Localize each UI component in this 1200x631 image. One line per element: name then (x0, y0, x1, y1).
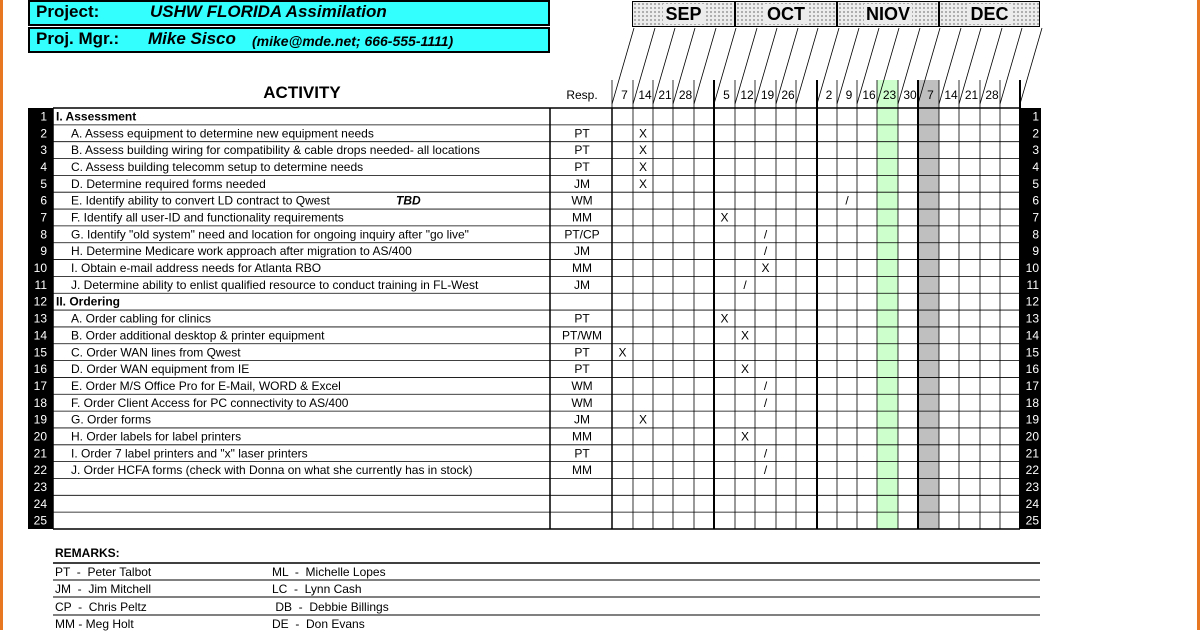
week-header-slant (1000, 28, 1022, 104)
schedule-mark: X (761, 261, 770, 276)
activity-text: F. Identify all user-ID and functionality requirements (71, 210, 344, 225)
row-number: 6 (40, 193, 47, 208)
row-number-right: 21 (1025, 446, 1039, 461)
row-number: 8 (40, 227, 47, 242)
row-number: 3 (40, 143, 47, 158)
row-number: 24 (33, 496, 47, 511)
tbd-tag: TBD (396, 193, 421, 208)
row-number-right: 8 (1032, 227, 1039, 242)
week-label: 16 (862, 88, 876, 102)
activity-text: G. Order forms (71, 412, 152, 427)
month-header-oct: OCT (735, 1, 837, 27)
resp-text: MM (572, 463, 592, 478)
schedule-mark: X (618, 345, 627, 360)
row-number: 20 (33, 429, 47, 444)
resp-text: JM (574, 277, 590, 292)
row-number-right: 19 (1025, 412, 1039, 427)
row-number: 17 (33, 378, 47, 393)
row-number-right: 18 (1025, 395, 1039, 410)
row-number-right: 11 (1026, 277, 1039, 292)
row-number-right: 23 (1025, 479, 1039, 494)
activity-text: C. Assess building telecomm setup to determine needs (71, 160, 364, 175)
row-number: 5 (40, 176, 47, 191)
resp-text: PT (574, 160, 590, 175)
resp-text: WM (571, 378, 593, 393)
activity-column-header: ACTIVITY (263, 83, 341, 102)
row-number: 13 (33, 311, 47, 326)
schedule-mark: X (638, 126, 648, 141)
row-number-right: 20 (1025, 429, 1039, 444)
row-number-right: 2 (1032, 126, 1039, 141)
row-number-right: 24 (1025, 496, 1039, 511)
manager-name: Mike Sisco (148, 29, 236, 48)
row-number: 19 (33, 412, 47, 427)
schedule-mark: X (740, 362, 750, 377)
row-number-right: 22 (1025, 463, 1039, 478)
resp-text: PT (574, 345, 590, 360)
row-number-right: 17 (1025, 378, 1039, 393)
row-number: 4 (40, 160, 47, 175)
week-label: 26 (781, 88, 795, 102)
row-number: 14 (33, 328, 47, 343)
remark-person: MM - Meg Holt (55, 617, 134, 631)
activity-text: I. Obtain e-mail address needs for Atlanta RBO (71, 261, 322, 276)
resp-text: JM (574, 412, 590, 427)
row-number: 10 (33, 261, 47, 276)
remark-person: DB - Debbie Billings (272, 600, 389, 614)
row-number: 7 (40, 210, 47, 225)
resp-text: PT (574, 311, 590, 326)
remarks-title: REMARKS: (55, 546, 120, 560)
week-label: 9 (845, 88, 853, 102)
schedule-mark: X (720, 210, 729, 225)
activity-text: I. Order 7 label printers and "x" laser printers (71, 446, 308, 461)
week-header-slant (1020, 28, 1042, 104)
row-number-right: 16 (1025, 362, 1039, 377)
month-header-dec: DEC (939, 1, 1040, 27)
schedule-mark: / (763, 227, 768, 242)
month-header-sep: SEP (632, 1, 735, 27)
resp-text: PT (574, 126, 590, 141)
activity-text: H. Determine Medicare work approach after migration to AS/400 (71, 244, 412, 259)
remark-person: DE - Don Evans (272, 617, 365, 631)
activity-text: D. Order WAN equipment from IE (71, 362, 250, 377)
remark-person: JM - Jim Mitchell (55, 582, 151, 596)
row-number: 22 (33, 463, 47, 478)
row-number-right: 15 (1025, 345, 1039, 360)
activity-text: E. Identify ability to convert LD contract to Qwest (71, 193, 330, 208)
row-number: 12 (33, 294, 47, 309)
schedule-mark: X (638, 143, 648, 158)
resp-text: PT/CP (564, 227, 600, 242)
row-number: 23 (33, 479, 47, 494)
manager-label: Proj. Mgr.: (36, 29, 120, 48)
project-name: USHW FLORIDA Assimilation (150, 2, 387, 21)
activity-text: G. Identify "old system" need and location for ongoing inquiry after "go live" (71, 227, 469, 242)
row-number: 21 (33, 446, 47, 461)
activity-text: H. Order labels for label printers (71, 429, 242, 444)
activity-text: F. Order Client Access for PC connectivity to AS/400 (71, 395, 349, 410)
remark-person: CP - Chris Peltz (55, 600, 147, 614)
activity-text: I. Assessment (56, 109, 137, 124)
activity-text: A. Assess equipment to determine new equipment needs (71, 126, 374, 141)
activity-text: B. Assess building wiring for compatibility & cable drops needed- all locations (71, 143, 480, 158)
remarks-lines (0, 560, 1200, 630)
week-label: 12 (740, 88, 754, 102)
activity-text: II. Ordering (56, 294, 121, 309)
row-number-right: 25 (1025, 513, 1039, 528)
row-number-right: 4 (1032, 160, 1039, 175)
schedule-mark: X (638, 412, 648, 427)
week-label: 5 (723, 88, 730, 102)
week-header-slant (694, 28, 716, 104)
schedule-mark: / (763, 463, 768, 478)
schedule-mark: X (638, 176, 648, 191)
schedule-mark: / (763, 244, 768, 259)
activity-text: A. Order cabling for clinics (71, 311, 212, 326)
resp-text: PT (574, 362, 590, 377)
activity-text: J. Determine ability to enlist qualified resource to conduct training in FL-West (71, 277, 479, 292)
row-number-right: 12 (1025, 294, 1039, 309)
schedule-mark: X (740, 328, 750, 343)
resp-text: JM (574, 176, 590, 191)
row-number-right: 1 (1032, 109, 1039, 124)
week-label: 21 (658, 88, 672, 102)
week-label: 23 (882, 88, 897, 102)
activity-text: C. Order WAN lines from Qwest (71, 345, 241, 360)
schedule-mark: X (720, 311, 729, 326)
row-number: 1 (40, 109, 47, 124)
week-label: 14 (638, 88, 652, 102)
remark-person: PT - Peter Talbot (55, 565, 152, 579)
resp-text: WM (571, 395, 593, 410)
resp-text: PT/WM (562, 328, 602, 343)
project-label: Project: (36, 2, 100, 21)
row-number-right: 3 (1032, 143, 1039, 158)
manager-contact: (mike@mde.net; 666-555-1111) (252, 33, 454, 49)
schedule-mark: X (740, 429, 750, 444)
week-label: 7 (621, 88, 628, 102)
schedule-mark: / (763, 378, 768, 393)
row-number-right: 13 (1025, 311, 1039, 326)
resp-text: JM (574, 244, 590, 259)
row-number: 9 (40, 244, 47, 259)
week-label: 28 (678, 88, 693, 102)
remark-person: LC - Lynn Cash (272, 582, 362, 596)
remark-person: ML - Michelle Lopes (272, 565, 386, 579)
row-number-right: 14 (1025, 328, 1039, 343)
resp-column-header: Resp. (566, 88, 598, 102)
resp-text: MM (572, 429, 592, 444)
week-label: 30 (903, 88, 917, 102)
resp-text: MM (572, 261, 592, 276)
week-label: 28 (985, 88, 999, 102)
resp-text: MM (572, 210, 592, 225)
row-number-right: 5 (1032, 176, 1039, 191)
resp-text: PT (574, 143, 590, 158)
row-number-right: 10 (1025, 261, 1039, 276)
schedule-mark: / (763, 395, 768, 410)
resp-text: WM (571, 193, 593, 208)
schedule-mark: / (763, 446, 768, 461)
row-number: 2 (40, 126, 47, 141)
activity-text: D. Determine required forms needed (71, 176, 266, 191)
activity-text: E. Order M/S Office Pro for E-Mail, WORD & Excel (71, 378, 341, 393)
activity-text: B. Order additional desktop & printer equipment (71, 328, 325, 343)
week-label: 14 (944, 88, 958, 102)
row-number: 15 (33, 345, 47, 360)
week-label: 2 (825, 88, 833, 102)
week-label: 21 (964, 88, 979, 102)
row-number: 18 (33, 395, 47, 410)
week-label: 19 (760, 88, 775, 102)
row-number-right: 9 (1032, 244, 1039, 259)
week-label: 7 (927, 88, 934, 102)
schedule-mark: / (743, 277, 747, 292)
resp-text: PT (574, 446, 590, 461)
month-header-nov: NIOV (837, 1, 939, 27)
schedule-mark: X (638, 160, 648, 175)
row-number: 16 (33, 362, 47, 377)
week-header-slant (796, 28, 818, 104)
row-number-right: 6 (1032, 193, 1039, 208)
schedule-mark: / (845, 193, 849, 208)
row-number: 25 (33, 513, 47, 528)
activity-text: J. Order HCFA forms (check with Donna on what she currently has in stock) (71, 463, 473, 478)
row-number: 11 (34, 277, 47, 292)
row-number-right: 7 (1032, 210, 1039, 225)
